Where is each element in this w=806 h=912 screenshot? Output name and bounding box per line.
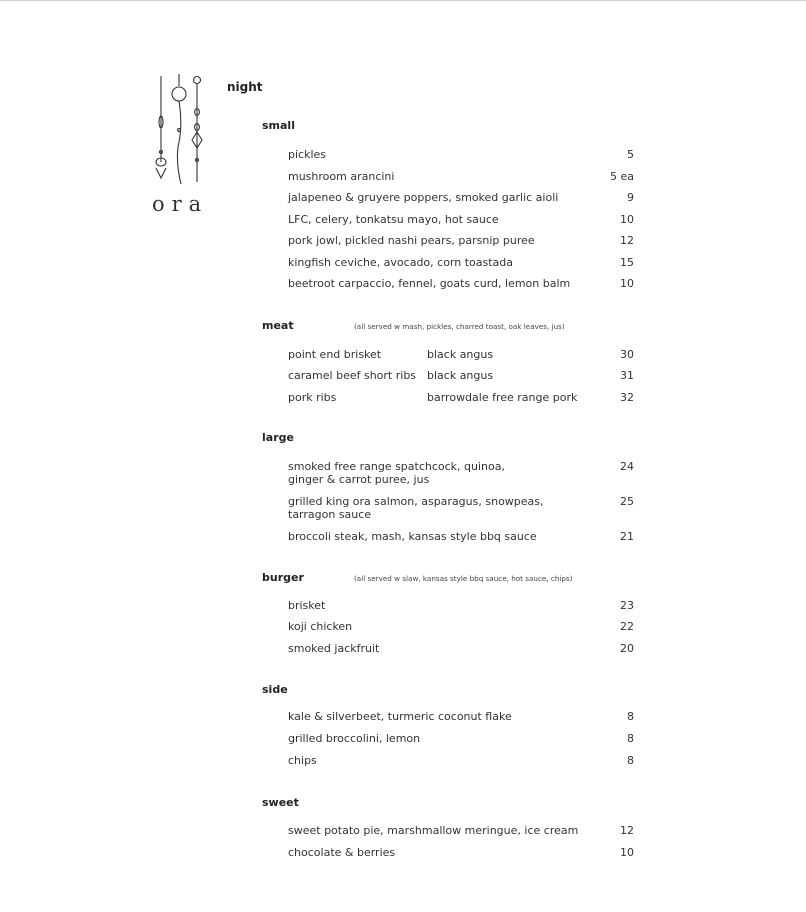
- menu-item: [262, 642, 634, 664]
- logo-wordmark: ora: [152, 192, 209, 216]
- item-name: pork ribs: [288, 390, 337, 404]
- menu-item: [262, 824, 634, 846]
- menu-item: [262, 710, 634, 732]
- item-name: grilled king ora salmon, asparagus, snowpeas,: [288, 495, 544, 508]
- menu-item: [262, 495, 634, 530]
- item-price: 8: [627, 754, 634, 767]
- section-title-text: sweet: [262, 796, 299, 809]
- item-price: 20: [620, 641, 634, 655]
- item-origin: barrowdale free range pork: [427, 390, 578, 404]
- section-note: (all served w mash, pickles, charred toast, oak leaves, jus): [354, 321, 565, 331]
- menu-item: [262, 191, 634, 213]
- section-title: [262, 795, 634, 811]
- item-name: brisket: [288, 598, 326, 612]
- menu-item: [262, 599, 634, 621]
- service-label: night: [227, 80, 263, 94]
- item-price: 9: [627, 191, 634, 204]
- item-price: 12: [620, 234, 634, 247]
- item-name: sweet potato pie, marshmallow meringue, ice cream: [288, 824, 579, 837]
- menu-section-large: [262, 430, 634, 552]
- item-name: LFC, celery, tonkatsu mayo, hot sauce: [288, 212, 499, 226]
- item-price: 8: [627, 710, 634, 723]
- item-name: beetroot carpaccio, fennel, goats curd, lemon balm: [288, 277, 571, 290]
- item-name: chips: [288, 754, 317, 767]
- item-name: caramel beef short ribs: [288, 369, 417, 382]
- menu-item: [262, 213, 634, 235]
- item-price: 10: [620, 277, 634, 290]
- item-name: pork jowl, pickled nashi pears, parsnip puree: [288, 234, 535, 247]
- menu-item: [262, 369, 634, 391]
- menu-item: [262, 234, 634, 256]
- menu-item: [262, 460, 634, 495]
- item-price: 10: [620, 845, 634, 859]
- item-price: 15: [620, 255, 634, 269]
- item-name: smoked free range spatchcock, quinoa,: [288, 460, 505, 473]
- menu-item: [262, 846, 634, 868]
- hanging-ornaments-icon: [152, 72, 212, 190]
- menu-item: [262, 256, 634, 278]
- menu-item: [262, 754, 634, 776]
- section-title: [262, 118, 634, 134]
- section-title-text: small: [262, 119, 295, 132]
- menu-item: [262, 277, 634, 299]
- item-name: koji chicken: [288, 620, 353, 633]
- item-name-continued: ginger & carrot puree, jus: [288, 473, 430, 486]
- item-origin: black angus: [427, 347, 494, 361]
- menu-section-side: [262, 682, 634, 776]
- menu-section-burger: [262, 570, 634, 664]
- menu-list: [262, 118, 634, 867]
- item-price: 21: [620, 530, 634, 543]
- item-price: 31: [620, 369, 634, 382]
- section-note: (all served w slaw, kansas style bbq sauce, hot sauce, chips): [354, 573, 573, 583]
- item-price: 5: [627, 148, 634, 161]
- item-price: 32: [620, 390, 634, 404]
- menu-item: [262, 530, 634, 552]
- item-price: 5 ea: [609, 169, 634, 183]
- item-origin: black angus: [427, 369, 494, 382]
- item-name: grilled broccolini, lemon: [288, 732, 421, 745]
- item-name: mushroom arancini: [288, 169, 395, 183]
- section-title-text: meat: [262, 318, 294, 332]
- section-title-text: side: [262, 683, 288, 696]
- item-price: 23: [620, 598, 634, 612]
- item-name: broccoli steak, mash, kansas style bbq sauce: [288, 530, 537, 543]
- menu-item: [262, 391, 634, 413]
- section-title: [262, 682, 634, 698]
- item-name: chocolate & berries: [288, 845, 396, 859]
- item-price: 25: [620, 495, 634, 508]
- top-border: [0, 0, 806, 1]
- item-price: 24: [620, 460, 634, 473]
- item-price: 22: [620, 620, 634, 633]
- item-price: 30: [620, 347, 634, 361]
- item-name: kale & silverbeet, turmeric coconut flake: [288, 710, 512, 723]
- section-title: [262, 570, 634, 586]
- menu-item: [262, 148, 634, 170]
- menu-section-small: [262, 118, 634, 299]
- item-name: pickles: [288, 148, 327, 161]
- menu-item: [262, 732, 634, 754]
- menu-item: [262, 170, 634, 192]
- ora-logo: [152, 72, 212, 217]
- menu-item: [262, 620, 634, 642]
- item-name: kingfish ceviche, avocado, corn toastada: [288, 255, 514, 269]
- item-name-continued: tarragon sauce: [288, 508, 372, 521]
- section-title: [262, 430, 634, 446]
- section-title-text: large: [262, 431, 294, 444]
- item-price: 12: [620, 824, 634, 837]
- item-name: smoked jackfruit: [288, 641, 380, 655]
- menu-section-meat: [262, 318, 634, 413]
- item-price: 8: [627, 732, 634, 745]
- menu-section-sweet: [262, 795, 634, 867]
- item-price: 10: [620, 212, 634, 226]
- section-title: [262, 318, 634, 334]
- item-name: point end brisket: [288, 347, 382, 361]
- menu-item: [262, 348, 634, 370]
- item-name: jalapeneo & gruyere poppers, smoked garlic aioli: [288, 191, 559, 204]
- section-title-text: burger: [262, 570, 304, 584]
